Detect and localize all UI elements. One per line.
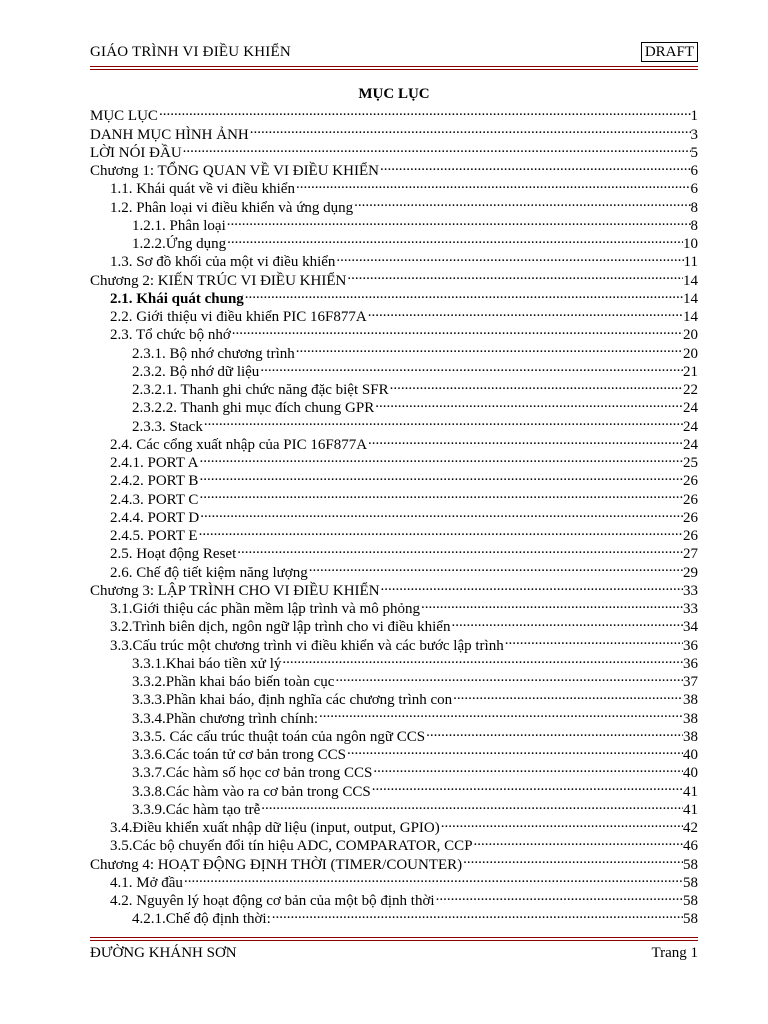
toc-entry-label: 3.3.4.Phần chương trình chính:: [132, 710, 319, 727]
toc-entry-page: 14: [683, 290, 698, 307]
toc-entry-page: 26: [683, 528, 698, 544]
toc-entry-label: 1.1. Khái quát về vi điều khiển: [110, 181, 295, 198]
dot-leader: [346, 266, 683, 284]
dot-leader: [353, 193, 690, 211]
toc-entry-label: 1.3. Sơ đồ khối của một vi điều khiển: [110, 254, 336, 271]
toc-entry-label: 2.2. Giới thiệu vi điều khiển PIC 16F877A: [110, 309, 367, 325]
dot-leader: [198, 522, 683, 540]
toc-entry-label: 2.4. Các cổng xuất nhập của PIC 16F877A: [110, 436, 368, 453]
toc-entry-label: MỤC LỤC: [90, 108, 158, 125]
toc-entry-label: Chương 1: TỔNG QUAN VỀ VI ĐIỀU KHIỂN: [90, 163, 379, 179]
toc-entry-page: 29: [683, 564, 698, 581]
page-header: [90, 42, 698, 64]
toc-entry-label: 2.4.4. PORT D: [110, 509, 200, 526]
dot-leader: [198, 485, 683, 503]
toc-entry-label: 3.3.2.Phần khai báo biến toàn cục: [132, 674, 335, 690]
footer-author: ĐƯỜNG KHÁNH SƠN: [90, 945, 237, 961]
dot-leader: [379, 157, 691, 175]
toc-entry-page: 38: [683, 692, 698, 709]
toc-entry-page: 58: [683, 874, 698, 891]
toc-entry-label: 3.1.Giới thiệu các phần mềm lập trình và mô phỏng: [110, 601, 420, 617]
dot-leader: [380, 577, 683, 595]
toc-entry-label: 1.2.2.Ứng dụng: [132, 236, 227, 252]
toc-entry-page: 24: [683, 418, 698, 435]
toc-entry-label: 4.2.1.Chế độ định thời:: [132, 911, 271, 928]
toc-entry-page: 58: [683, 911, 698, 928]
dot-leader: [440, 814, 683, 832]
dot-leader: [259, 358, 683, 376]
dot-leader: [231, 321, 683, 339]
toc-entry-label: 3.3.Cấu trúc một chương trình vi điều khiển và các bước lập trình: [110, 637, 504, 654]
toc-entry-page: 58: [683, 893, 698, 909]
dot-leader: [462, 850, 683, 868]
toc-entry-label: 2.4.3. PORT C: [110, 491, 199, 508]
dot-leader: [158, 102, 691, 120]
document-title: GIÁO TRÌNH VI ĐIỀU KHIỂN: [90, 44, 291, 60]
toc-entry-label: 3.2.Trình biên dịch, ngôn ngữ lập trình cho vi điều khiển: [110, 619, 451, 636]
toc-entry[interactable]: [90, 139, 698, 161]
toc-entry-page: 8: [690, 199, 698, 216]
dot-leader: [367, 431, 683, 449]
toc-entry-page: 26: [683, 473, 698, 490]
dot-leader: [271, 905, 683, 923]
toc-entry-label: 3.3.9.Các hàm tạo trễ: [132, 801, 261, 818]
toc-entry-page: 22: [683, 382, 698, 398]
dot-leader: [203, 412, 683, 430]
dot-leader: [371, 777, 683, 795]
toc-entry-page: 36: [683, 655, 698, 672]
dot-leader: [420, 595, 683, 613]
toc-entry-page: 6: [690, 181, 698, 198]
dot-leader: [367, 303, 683, 321]
toc-entry-label: 1.2. Phân loại vi điều khiển và ứng dụng: [110, 199, 354, 216]
toc-entry[interactable]: [90, 120, 698, 143]
toc-entry-page: 5: [690, 144, 698, 161]
toc-entry-page: 33: [683, 601, 698, 617]
toc-entry-page: 1: [690, 108, 698, 125]
toc-entry-page: 11: [683, 254, 698, 271]
toc-entry-page: 40: [683, 747, 698, 763]
dot-leader: [199, 504, 683, 522]
toc-entry-page: 46: [683, 838, 698, 855]
toc-entry-label: 3.3.3.Phần khai báo, định nghĩa các chương trình con: [132, 692, 453, 709]
toc-entry-label: 2.3.2.1. Thanh ghi chức năng đặc biệt SFR: [132, 382, 389, 398]
toc-entry-page: 10: [683, 236, 698, 252]
toc-entry-page: 14: [683, 272, 698, 289]
toc-entry-label: 2.4.5. PORT E: [110, 528, 198, 544]
toc-entry-label: 3.4.Điều khiển xuất nhập dữ liệu (input, output, GPIO): [110, 820, 440, 836]
toc-entry-label: Chương 3: LẬP TRÌNH CHO VI ĐIỀU KHIỂN: [90, 582, 380, 599]
footer-rule: [90, 937, 698, 941]
toc-entry-label: 2.5. Hoạt động Reset: [110, 546, 237, 563]
toc-entry-label: 2.1. Khái quát chung: [110, 290, 244, 307]
toc-entry-page: 26: [683, 509, 698, 526]
toc-entry-page: 33: [683, 582, 698, 599]
dot-leader: [504, 631, 683, 649]
dot-leader: [198, 467, 683, 485]
toc-entry-page: 42: [683, 820, 698, 836]
dot-leader: [346, 741, 683, 759]
dot-leader: [198, 449, 683, 467]
toc-entry-label: 3.3.1.Khai báo tiền xử lý: [132, 655, 282, 672]
dot-leader: [308, 558, 683, 576]
toc-entry-label: 3.3.6.Các toán tử cơ bản trong CCS: [132, 747, 346, 763]
header-rule: [90, 66, 698, 70]
toc-entry-label: 2.3.2.2. Thanh ghi mục đích chung GPR: [132, 400, 375, 417]
dot-leader: [435, 887, 683, 905]
toc-entry-page: 58: [683, 856, 698, 873]
draft-badge: DRAFT: [641, 42, 698, 62]
toc-entry-label: 4.1. Mở đầu: [110, 874, 183, 891]
table-of-contents: [90, 102, 698, 928]
dot-leader: [244, 285, 683, 303]
toc-entry-label: 2.3. Tổ chức bộ nhớ: [110, 327, 231, 344]
toc-entry-page: 3: [690, 126, 698, 143]
toc-entry-page: 8: [690, 217, 698, 234]
toc-entry-label: 3.3.5. Các cấu trúc thuật toán của ngôn ngữ CCS: [132, 728, 426, 745]
toc-entry-label: 2.4.2. PORT B: [110, 473, 199, 490]
toc-entry-page: 20: [683, 327, 698, 344]
toc-entry-page: 24: [683, 436, 698, 453]
dot-leader: [425, 723, 683, 741]
dot-leader: [374, 394, 683, 412]
toc-entry-label: Chương 4: HOẠT ĐỘNG ĐỊNH THỜI (TIMER/COUNTER): [90, 856, 463, 873]
toc-entry-label: 3.5.Các bộ chuyển đổi tín hiệu ADC, COMPARATOR, CCP: [110, 838, 473, 855]
dot-leader: [226, 230, 683, 248]
dot-leader: [473, 832, 683, 850]
toc-entry-page: 14: [683, 309, 698, 325]
dot-leader: [335, 248, 683, 266]
dot-leader: [334, 668, 683, 686]
toc-entry-page: 27: [683, 546, 698, 563]
toc-entry-label: 2.3.1. Bộ nhớ chương trình: [132, 345, 295, 362]
toc-entry-label: DANH MỤC HÌNH ẢNH: [90, 126, 249, 143]
toc-entry-page: 38: [683, 728, 698, 745]
toc-entry-label: 3.3.8.Các hàm vào ra cơ bản trong CCS: [132, 783, 371, 800]
toc-entry-page: 40: [683, 765, 698, 782]
dot-leader: [260, 796, 683, 814]
footer-page-number: Trang 1: [651, 945, 698, 961]
toc-entry-label: LỜI NÓI ĐẦU: [90, 144, 182, 161]
toc-entry-page: 20: [683, 345, 698, 362]
toc-entry-label: 4.2. Nguyên lý hoạt động cơ bản của một bộ định thời: [110, 893, 435, 909]
toc-entry-label: Chương 2: KIẾN TRÚC VI ĐIỀU KHIỂN: [90, 272, 347, 289]
dot-leader: [236, 540, 683, 558]
toc-entry-page: 38: [683, 710, 698, 727]
toc-entry-page: 26: [683, 491, 698, 508]
dot-leader: [295, 175, 691, 193]
toc-entry-label: 2.4.1. PORT A: [110, 455, 199, 471]
dot-leader: [249, 120, 691, 138]
dot-leader: [183, 869, 683, 887]
toc-entry-page: 25: [683, 455, 698, 471]
toc-entry-page: 41: [683, 801, 698, 818]
toc-entry-page: 34: [683, 619, 698, 636]
toc-entry-page: 37: [683, 674, 698, 690]
dot-leader: [182, 139, 691, 157]
toc-entry-label: 2.3.2. Bộ nhớ dữ liệu: [132, 363, 260, 380]
dot-leader: [452, 686, 683, 704]
toc-entry-page: 24: [683, 400, 698, 417]
toc-entry[interactable]: [90, 102, 698, 125]
toc-entry-label: 1.2.1. Phân loại: [132, 217, 226, 234]
dot-leader: [295, 339, 683, 357]
toc-heading: MỤC LỤC: [358, 86, 430, 102]
toc-entry-label: 2.6. Chế độ tiết kiệm năng lượng: [110, 564, 308, 581]
toc-entry-page: 41: [683, 783, 698, 800]
dot-leader: [389, 376, 683, 394]
dot-leader: [450, 613, 683, 631]
dot-leader: [318, 704, 683, 722]
dot-leader: [281, 650, 683, 668]
dot-leader: [372, 759, 683, 777]
dot-leader: [226, 212, 691, 230]
toc-entry-label: 3.3.7.Các hàm số học cơ bản trong CCS: [132, 765, 373, 782]
toc-entry-page: 36: [683, 637, 698, 654]
toc-entry-page: 6: [690, 163, 698, 179]
toc-entry-label: 2.3.3. Stack: [132, 418, 203, 435]
toc-entry-page: 21: [683, 363, 698, 380]
